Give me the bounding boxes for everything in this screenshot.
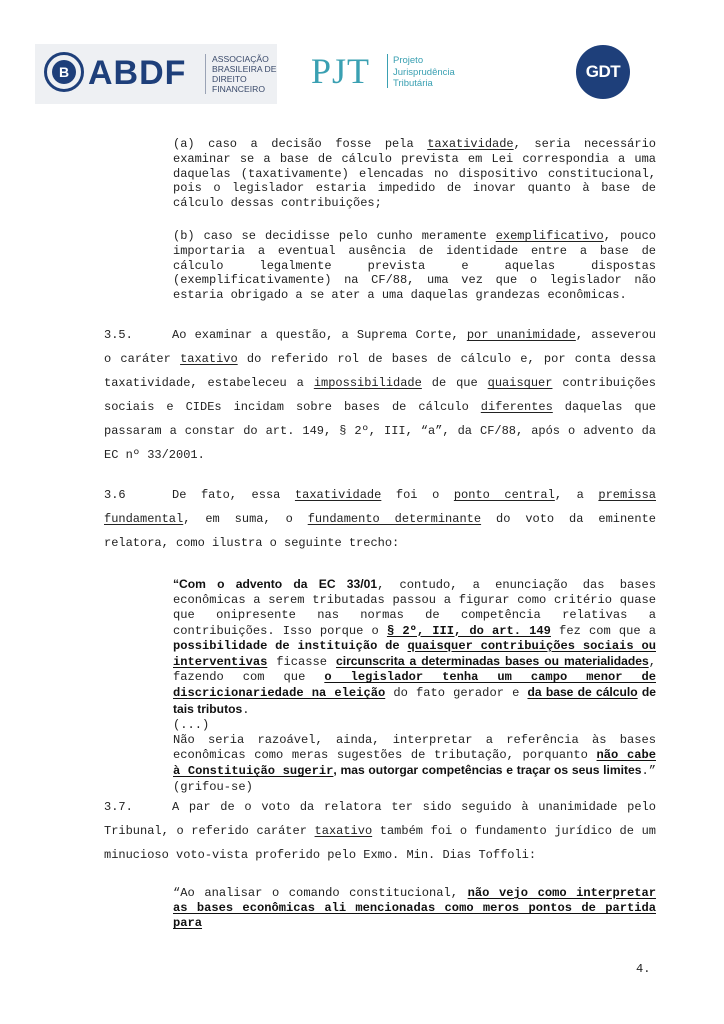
gdt-logo: GDT bbox=[576, 45, 630, 99]
abdf-subtitle: ASSOCIAÇÃO BRASILEIRA DE DIREITO FINANCEIRO bbox=[212, 54, 277, 94]
item-b: (b) caso se decidisse pelo cunho meramente exemplificativo, pouco importaria a eventual ausência de identidade entre a base de cálculo legalmente prevista e aquelas dispostas (exemplificativamente) na CF/88, uma vez que o legislador não estaria obrigado a se ater a uma daquelas grandezas econômicas. bbox=[173, 229, 656, 303]
quote-ellipsis: (...) bbox=[173, 717, 210, 732]
paragraph-number: 3.6 bbox=[104, 488, 126, 502]
abdf-emblem-mark: B bbox=[52, 60, 76, 84]
abdf-logo-text: ABDF bbox=[88, 54, 187, 92]
abdf-emblem-icon bbox=[44, 52, 84, 92]
page-number: 4. bbox=[636, 962, 651, 976]
paragraph-number: 3.5. bbox=[104, 328, 133, 342]
block-quote-relatora bbox=[173, 577, 656, 795]
abdf-divider bbox=[205, 54, 206, 94]
paragraph-3-5: 3.5. Ao examinar a questão, a Suprema Corte, por unanimidade, asseverou o caráter taxativo do referido rol de bases de cálculo e, por conta dessa taxatividade, estabeleceu a impossibilidade de que quaisquer contribuições sociais e CIDEs incidam sobre bases de cálculo diferentes daquelas que passaram a constar do art. 149, § 2º, III, “a”, da CF/88, após o advento da EC nº 33/2001. bbox=[104, 323, 656, 467]
paragraph-3-6: 3.6 De fato, essa taxatividade foi o ponto central, a premissa fundamental, em suma, o fundamento determinante do voto da eminente relatora, como ilustra o seguinte trecho: bbox=[104, 483, 656, 555]
block-quote-toffoli: “Ao analisar o comando constitucional, não vejo como interpretar as bases econômicas ali mencionadas como meros pontos de partida para bbox=[173, 886, 657, 931]
pjt-subtitle: Projeto Jurisprudência Tributária bbox=[393, 55, 455, 89]
quote-paragraph: Não seria razoável, ainda, interpretar a referência às bases econômicas como meras sugestões de tributação, porquanto não cabe à Constituição sugerir, mas outorgar competências e traçar os seus limites.” (grifou-se) bbox=[173, 733, 657, 794]
quote-paragraph: “Com o advento da EC 33/01, contudo, a enunciação das bases econômicas a serem tributadas passou a figurar como critério quase que onipresente nas normas de competência relativas a contribuições. Isso porque o § 2º, III, do art. 149 fez com que a possibilidade de instituição de quaisquer contribuições sociais ou interventivas ficasse circunscrita a determinadas bases ou materialidades, fazendo com que o legislador tenha um campo menor de discricionariedade na eleição do fato gerador e da base de cálculo de tais tributos. bbox=[173, 577, 657, 717]
pjt-logo-text: PJT bbox=[311, 51, 371, 91]
paragraph-3-7: 3.7. A par de o voto da relatora ter sido seguido à unanimidade pelo Tribunal, o referido caráter taxativo também foi o fundamento jurídico de um minucioso voto-vista proferido pelo Exmo. Min. Dias Toffoli: bbox=[104, 795, 656, 867]
pjt-divider bbox=[387, 54, 388, 88]
paragraph-number: 3.7. bbox=[104, 800, 133, 814]
item-a: (a) caso a decisão fosse pela taxatividade, seria necessário examinar se a base de cálculo prevista em Lei correspondia a uma daquelas (taxativamente) elencadas no dispositivo constitucional, pois o legislador estaria impedido de inovar quanto à base de cálculo dessas contribuições; bbox=[173, 137, 656, 211]
